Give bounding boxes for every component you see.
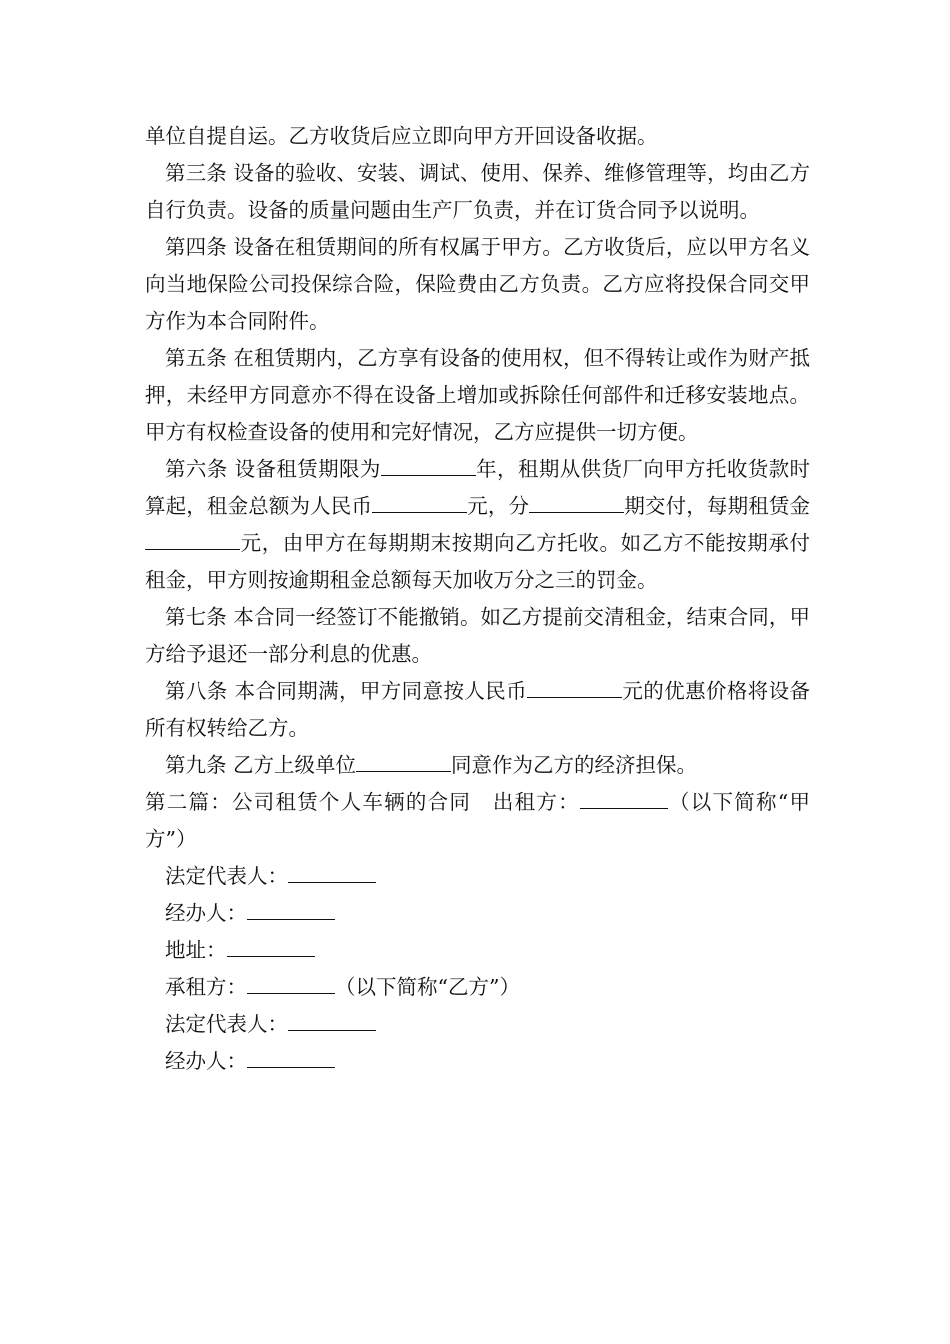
text: 第二篇：公司租赁个人车辆的合同 出租方： [145,790,580,814]
blank-field [247,1045,335,1068]
blank-field [527,675,622,698]
text: 第八条 本合同期满，甲方同意按人民币 [165,679,528,703]
label: 经办人： [165,1049,247,1073]
label: 地址： [165,938,227,962]
article-7 [145,599,810,673]
blank-field [529,490,624,513]
blank-field [227,934,315,957]
article-8 [145,673,810,747]
section-2-heading [145,784,810,858]
text: 同意作为乙方的经济担保。 [451,753,698,777]
text: 单位自提自运。乙方收货后应立即向甲方开回设备收据。 [145,124,658,148]
blank-field [381,453,476,476]
blank-field [288,1008,376,1031]
blank-field [145,527,240,550]
article-6 [145,451,810,599]
field-lessee [145,969,810,1006]
text: 元，由甲方在每期期末按期向乙方托收。如乙方不能按期承付租金，甲方则按逾期租金总额每天加收万分之三的罚金。 [145,531,810,592]
blank-field [288,860,376,883]
text: 第三条 设备的验收、安装、调试、使用、保养、维修管理等，均由乙方自行负责。设备的质量问题由生产厂负责，并在订货合同予以说明。 [145,161,810,222]
field-agent [145,895,810,932]
blank-field [247,971,335,994]
document-page [145,118,810,1080]
field-address [145,932,810,969]
article-5 [145,340,810,451]
article-4 [145,229,810,340]
field-legal-rep [145,858,810,895]
blank-field [372,490,467,513]
text: （以下简称“甲方”） [145,790,810,851]
blank-field [247,897,335,920]
blank-field [580,786,668,809]
text: 第七条 本合同一经签订不能撤销。如乙方提前交清租金，结束合同，甲方给予退还一部分利息的优惠。 [145,605,810,666]
field-legal-rep-2 [145,1006,810,1043]
label: 承租方： [165,975,247,999]
text: （以下简称“乙方”） [335,975,520,999]
text: 第四条 设备在租赁期间的所有权属于甲方。乙方收货后，应以甲方名义向当地保险公司投保综合险，保险费由乙方负责。乙方应将投保合同交甲方作为本合同附件。 [145,235,810,333]
article-3 [145,155,810,229]
field-agent-2 [145,1043,810,1080]
blank-field [356,749,451,772]
text: 年，租期从供货厂向甲方托收货款时算起，租金总额为人民币 [145,457,810,518]
text: 第九条 乙方上级单位 [165,753,357,777]
label: 经办人： [165,901,247,925]
text: 期交付，每期租赁金 [624,494,811,518]
paragraph-continuation [145,118,810,155]
label: 法定代表人： [165,864,288,888]
text: 第五条 在租赁期内，乙方享有设备的使用权，但不得转让或作为财产抵押，未经甲方同意亦不得在设备上增加或拆除任何部件和迁移安装地点。甲方有权检查设备的使用和完好情况，乙方应提供一切方便。 [145,346,810,444]
label: 法定代表人： [165,1012,288,1036]
article-9 [145,747,810,784]
text: 元的优惠价格将设备所有权转给乙方。 [145,679,811,740]
text: 元，分 [467,494,530,518]
text: 第六条 设备租赁期限为 [165,457,381,481]
